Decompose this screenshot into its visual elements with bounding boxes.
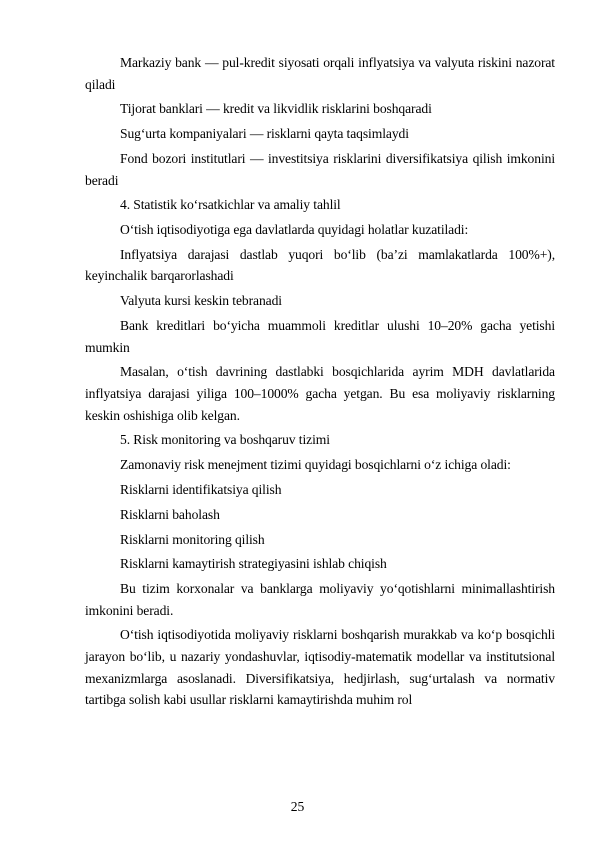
page-number: 25 (290, 799, 305, 814)
section-heading-risk-monitoring: 5. Risk monitoring va boshqaruv tizimi (120, 432, 330, 448)
paragraph-insurance: Sug‘urta kompaniyalari — risklarni qayta taqsimlaydi (120, 126, 409, 142)
list-item-monitoring: Risklarni monitoring qilish (120, 531, 265, 547)
document-body (85, 52, 555, 714)
paragraph-central-bank: Markaziy bank — pul-kredit siyosati orqali inflyatsiya va valyuta riskini nazorat qiladi (85, 55, 555, 92)
paragraph-system-benefit: Bu tizim korxonalar va banklarga moliyaviy yo‘qotishlarni minimallashtirish imkonini beradi. (85, 581, 555, 618)
paragraph-commercial-banks: Tijorat banklari — kredit va likvidlik risklarini boshqaradi (120, 101, 432, 117)
paragraph-bad-loans: Bank kreditlari bo‘yicha muammoli kreditlar ulushi 10–20% gacha yetishi mumkin (85, 318, 555, 355)
paragraph-inflation: Inflyatsiya darajasi dastlab yuqori bo‘lib (ba’zi mamlakatlarda 100%+), keyinchalik barqarorlashadi (85, 246, 555, 284)
list-item-identification: Risklarni identifikatsiya qilish (120, 481, 282, 497)
paragraph-stock-market: Fond bozori institutlari — investitsiya risklarini diversifikatsiya qilish imkonini beradi (85, 150, 555, 188)
list-item-assessment: Risklarni baholash (120, 506, 220, 522)
paragraph-example-cis: Masalan, o‘tish davrining dastlabki bosqichlarida ayrim MDH davlatlarida inflyatsiya darajasi yiliga 100–1000% gacha yetgan. Bu esa moliyaviy risklarning keskin oshishiga olib kelgan. (85, 364, 555, 423)
paragraph-observed-conditions: O‘tish iqtisodiyotiga ega davlatlarda quyidagi holatlar kuzatiladi: (120, 222, 469, 238)
paragraph-exchange-rate: Valyuta kursi keskin tebranadi (120, 293, 282, 309)
list-item-mitigation-strategy: Risklarni kamaytirish strategiyasini ishlab chiqish (120, 556, 387, 572)
paragraph-risk-management-stages: Zamonaviy risk menejment tizimi quyidagi bosqichlarni o‘z ichiga oladi: (120, 457, 511, 473)
paragraph-conclusion: O‘tish iqtisodiyotida moliyaviy risklarni boshqarish murakkab va ko‘p bosqichli jarayon bo‘lib, u nazariy yondashuvlar, iqtisodiy-matematik modellar va institutsional mexanizmlarga asoslanadi. Diversifikatsiya, hedjirlash, sug‘urtalash va normativ tartibga solish kabi usullar risklarni kamaytirishda muhim rol (85, 627, 555, 708)
section-heading-statistics: 4. Statistik ko‘rsatkichlar va amaliy tahlil (120, 197, 341, 213)
